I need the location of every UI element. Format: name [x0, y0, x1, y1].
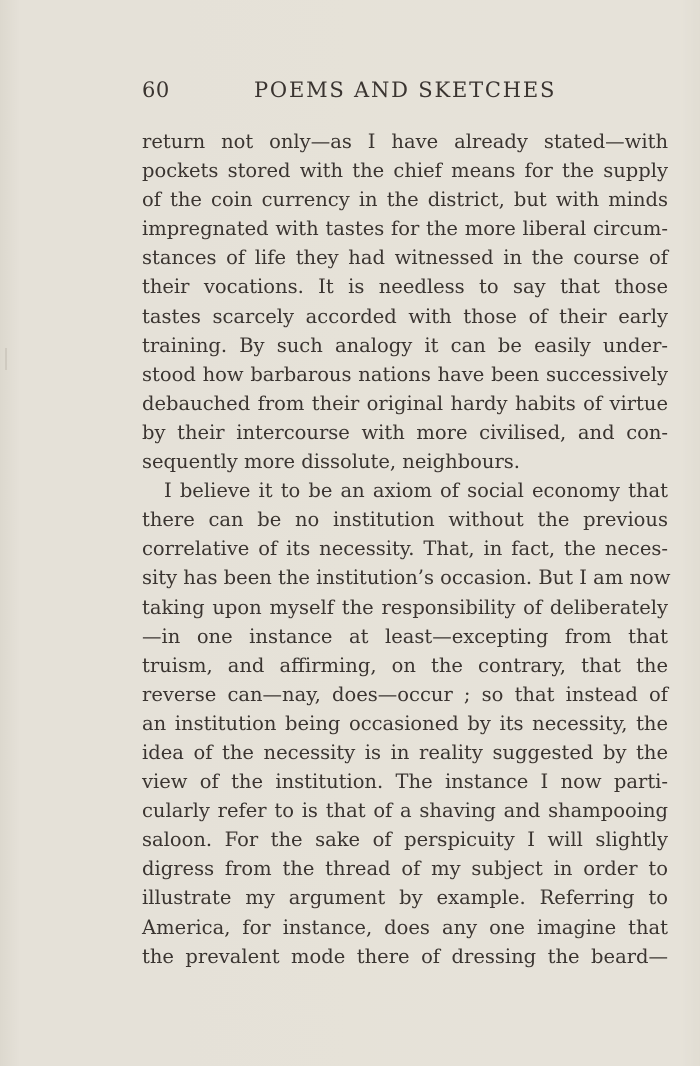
text-line: stances of life they had witnessed in the course of	[142, 246, 668, 270]
page-header	[142, 78, 668, 108]
text-line: —in one instance at least—excepting from that	[142, 624, 668, 648]
text-line: debauched from their original hardy habits of virtue	[142, 391, 668, 415]
text-line: by their intercourse with more civilised, and con-	[142, 420, 668, 444]
text-line: tastes scarcely accorded with those of their early	[142, 304, 668, 328]
text-line: digress from the thread of my subject in order to	[142, 857, 668, 881]
text-line: impregnated with tastes for the more liberal circum-	[142, 217, 668, 241]
text-line: taking upon myself the responsibility of deliberately	[142, 595, 668, 619]
text-line: reverse can—nay, does—occur ; so that instead of	[142, 682, 668, 706]
margin-mark	[5, 348, 7, 370]
paragraph-start-line: I believe it to be an axiom of social economy that	[164, 479, 668, 503]
text-line: sity has been the institution’s occasion. But I am now	[142, 566, 671, 590]
text-line: America, for instance, does any one imagine that	[142, 915, 668, 939]
text-line: return not only—as I have already stated—with	[142, 130, 668, 153]
text-line: idea of the necessity is in reality suggested by the	[142, 740, 668, 764]
text-line: saloon. For the sake of perspicuity I will slightly	[142, 828, 668, 852]
text-line: their vocations. It is needless to say that those	[142, 275, 668, 299]
running-title: POEMS AND SKETCHES	[254, 78, 557, 102]
text-line: illustrate my argument by example. Referring to	[142, 886, 668, 910]
text-line: the prevalent mode there of dressing the beard—	[142, 944, 668, 968]
text-line: correlative of its necessity. That, in fact, the neces-	[142, 537, 668, 561]
paragraph-end-line: sequently more dissolute, neighbours.	[142, 450, 520, 474]
text-line: training. By such analogy it can be easily under-	[142, 333, 668, 357]
body-text	[142, 127, 671, 971]
text-line: truism, and affirming, on the contrary, that the	[142, 653, 668, 677]
text-line: stood how barbarous nations have been successively	[142, 362, 668, 386]
text-line: pockets stored with the chief means for the supply	[142, 159, 668, 183]
text-line: view of the institution. The instance I now parti-	[142, 770, 668, 794]
page-number: 60	[142, 78, 170, 102]
text-line: there can be no institution without the previous	[142, 508, 668, 532]
text-line: an institution being occasioned by its necessity, the	[142, 711, 668, 735]
text-line: of the coin currency in the district, but with minds	[142, 188, 668, 212]
text-line: cularly refer to is that of a shaving and shampooing	[142, 799, 668, 823]
